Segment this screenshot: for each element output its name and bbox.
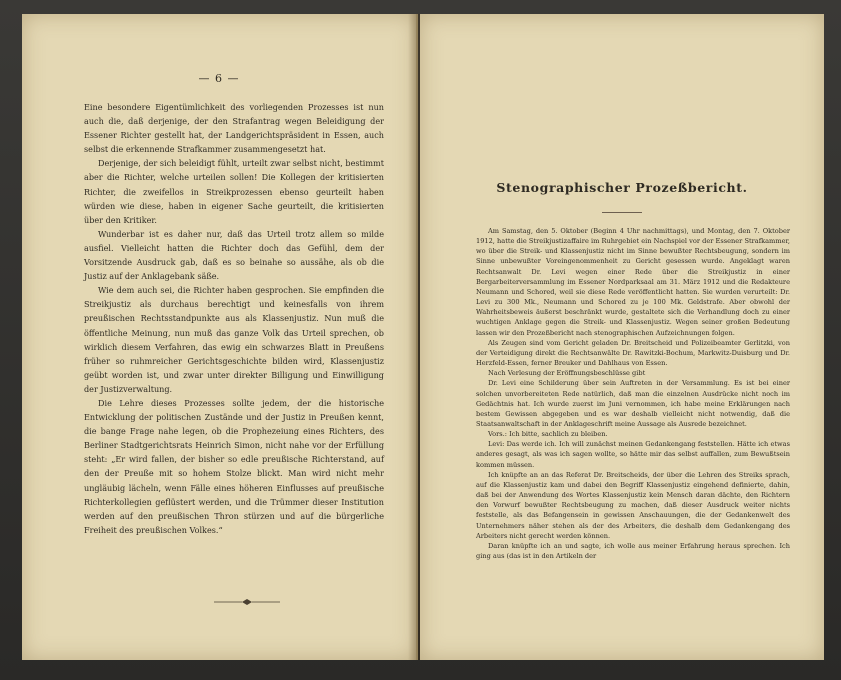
ornament-divider — [212, 597, 282, 607]
paragraph: Eine besondere Eigentümlichkeit des vorliegenden Prozesses ist nun auch die, daß derjenige, der den Strafantrag wegen Beleidigung der Essener Richter gestellt hat, der Landgerichtspräsident in Essen, auch selbst die erkennende Strafkammer zusammengesetzt hat. — [84, 102, 384, 155]
paragraph: Dr. Levi eine Schilderung über sein Auftreten in der Versammlung. Es ist bei einer solchen unvorbereiteten Rede natürlich, daß man die einzelnen Ausdrücke nicht noch im Gedächtnis hat. Ich wurde zuerst im Juni vernommen, ich habe meine Erklärungen nach bestem Gewissen abgegeben und es war deshalb vielleicht nicht notwendig, daß die Staatsanwaltschaft in der Anklageschrift meine Aussage als Ausrede bezeichnet. — [476, 379, 790, 428]
paragraph: Am Samstag, den 5. Oktober (Beginn 4 Uhr nachmittags), und Montag, den 7. Oktober 1912, hatte die Streikjustizaffaire im Ruhrgebiet ein Nachspiel vor der Essener Strafkammer, wo über die Streik- und Klassenjustiz nicht im Sinne bewußter Rechtsbeugung, sondern im Sinne unbewußter Voreingenommenheit zu Gericht gesessen wurde. Angeklagt waren Rechtsanwalt Dr. Levi wegen einer Rede über die Streikjustiz in einer Bergarbeiterversammlung im Essener Nordparksaal am 31. März 1912 und die Redakteure Neumann und Schored, weil sie diese Rede veröffentlicht hatten. Sie wurden verurteilt: Dr. Levi zu 300 Mk., Neumann und Schored zu je 100 Mk. Geldstrafe. Aber obwohl der Wahrheitsbeweis äußerst beschränkt wurde, gestaltete sich die Verhandlung doch zu einer wuchtigen Anklage gegen die Streik- und Klassenjustiz. Wegen seiner großen Bedeutung lassen wir den Prozeßbericht nach stenographischen Aufzeichnungen folgen. — [476, 227, 790, 337]
paragraph: Daran knüpfte ich an und sagte, ich wolle aus meiner Erfahrung heraus sprechen. Ich ging aus (das ist in den Artikeln der — [476, 541, 790, 560]
title-rule — [602, 212, 642, 213]
paragraph: Levi: Das werde ich. Ich will zunächst meinen Gedankengang feststellen. Hätte ich etwas anderes gesagt, als was ich sagen wollte, so hätte mir das selbst auffallen, zum Bewußtsein kommen müssen. — [476, 440, 790, 469]
page-number: — 6 — — [198, 72, 240, 85]
left-page-body — [84, 100, 384, 537]
report-title: Stenographischer Prozeßbericht. — [496, 180, 748, 195]
paragraph: Wunderbar ist es daher nur, daß das Urteil trotz allem so milde ausfiel. Vielleicht hatten die Richter doch das Gefühl, dem der Vorsitzende Ausdruck gab, daß es so beinahe so aussähe, als ob die Justiz auf der Anklagebank säße. — [84, 228, 384, 282]
paragraph: Die Lehre dieses Prozesses sollte jedem, der die historische Entwicklung der politischen Zustände und der Justiz in Preußen kennt, die bange Frage nahe legen, ob die Prophezeiung eines Richters, des Berliner Stadtgerichtsrats Heinrich Simon, nicht nahe vor der Erfüllung steht: „Er wird fallen, der bisher so edle preußische Richterstand, auf den der Preuße mit so hohem Stolze blickt. Man wird nicht mehr ungläubig lächeln, wenn Fälle eines höheren Einflusses auf preußische Richterkollegien geflüstert werden, und die Trümmer dieser Institution werden auf den preußischen Thron stürzen und auf die bürgerliche Freiheit des preußischen Volkes.“ — [84, 397, 384, 535]
right-page — [420, 14, 824, 660]
paragraph: Wie dem auch sei, die Richter haben gesprochen. Sie empfinden die Streikjustiz als durchaus berechtigt und keinesfalls von ihrem preußischen Rechtsstandpunkte aus als Klassenjustiz. Nun muß die öffentliche Meinung, nun muß das ganze Volk das Urteil sprechen, ob wirklich diesem Verfahren, das ewig ein schwarzes Blatt in Preußens früher so ruhmreicher Gerichtsgeschichte bilden wird, Klassenjustiz geübt worden ist, und zwar unter direkter Billigung und Einwilligung der Justizverwaltung. — [84, 285, 384, 394]
paragraph: Derjenige, der sich beleidigt fühlt, urteilt zwar selbst nicht, bestimmt aber die Richter, welche urteilen sollen! Die Kollegen der kritisierten Richter, die zweifellos in Streikprozessen ebenso geurteilt haben würden wie diese, haben in eigener Sache geurteilt, die kritisierten über den Kritiker. — [84, 158, 384, 225]
paragraph: Als Zeugen sind vom Gericht geladen Dr. Breitscheid und Polizeibeamter Gerlitzki, von der Verteidigung direkt die Rechtsanwälte Dr. Rawitzki-Bochum, Markwitz-Duisburg und Dr. Herzfeld-Essen, ferner Breuker und Dahlhaus von Essen. — [476, 338, 790, 368]
paragraph: Vors.: Ich bitte, sachlich zu bleiben. — [488, 430, 608, 439]
right-page-body — [476, 226, 790, 561]
left-page — [22, 14, 418, 660]
paragraph: Ich knüpfte an an das Referat Dr. Breitscheids, der über die Lehren des Streiks sprach, auf die Klassenjustiz kam und dabei den Begriff Klassenjustiz eingehend definierte, dahin, daß bei der Anwendung des Wortes Klassenjustiz kein Mensch daran dächte, den Richtern den Vorwurf bewußter Rechtsbeugung zu machen, daß dieser Ausdruck weiter nichts feststelle, als das Befangensein in gewissen Anschauungen, die der Gedankenwelt des Unternehmers näher stehen als der des Arbeiters, die deshalb dem Gedankengang des Arbeiters nicht gerecht werden können. — [476, 470, 790, 540]
paragraph: Nach Verlesung der Eröffnungsbeschlüsse gibt — [488, 369, 646, 378]
